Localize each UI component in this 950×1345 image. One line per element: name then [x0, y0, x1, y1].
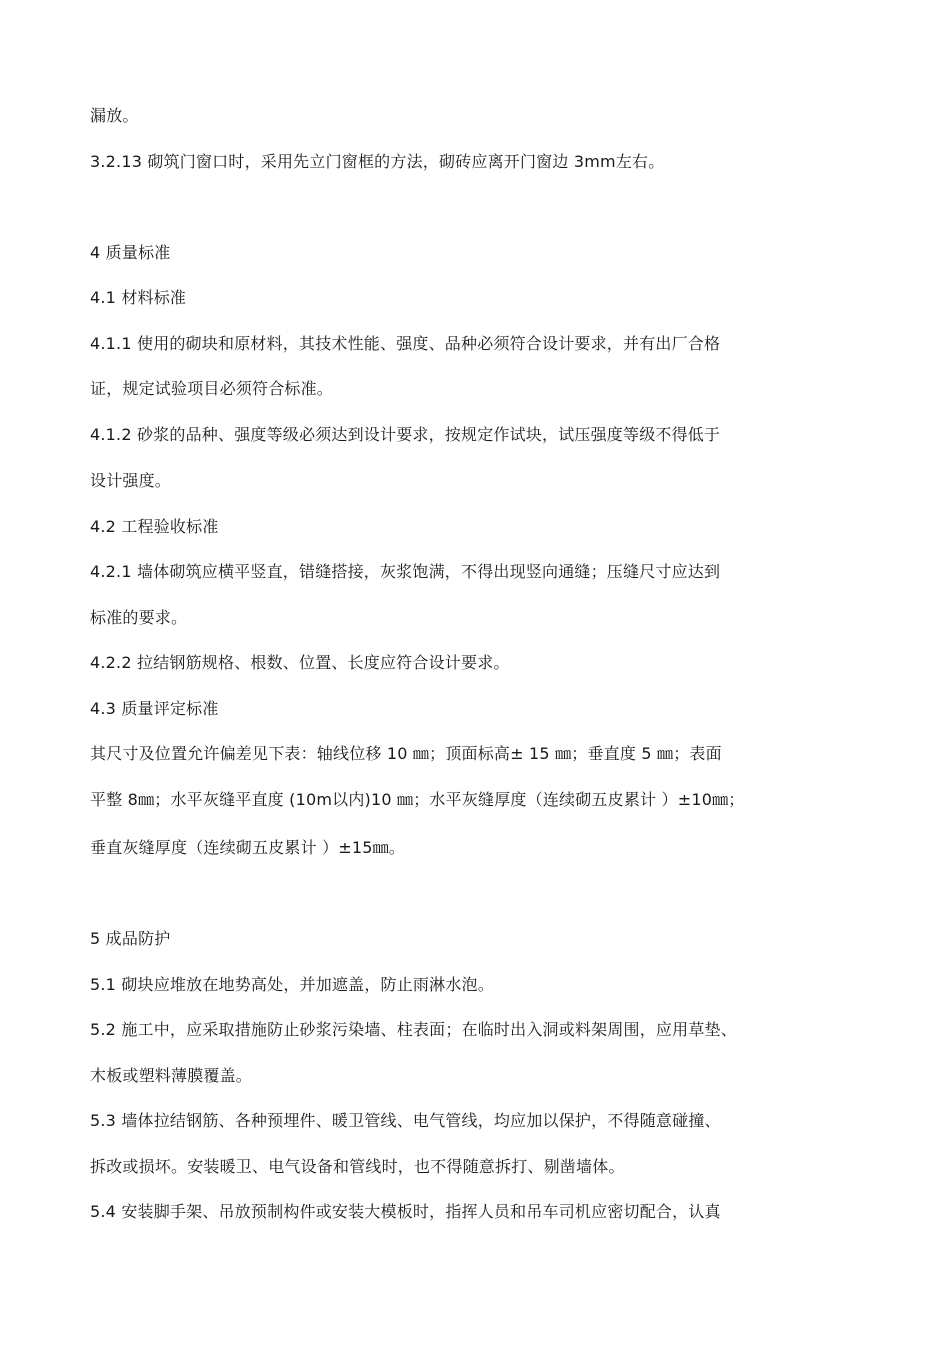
text-line-1: 漏放。	[90, 106, 139, 125]
subsection-heading-4-1: 4.1 材料标准	[90, 288, 187, 307]
subsection-heading-4-3: 4.3 质量评定标准	[90, 699, 219, 718]
text-line-4-1-2-cont: 设计强度。	[90, 471, 172, 490]
text-line-4-1-1-cont: 证，规定试验项目必须符合标准。	[90, 379, 334, 398]
text-line-5-2-cont: 木板或塑料薄膜覆盖。	[90, 1066, 253, 1085]
text-line-4-2-1: 4.2.1 墙体砌筑应横平竖直，错缝搭接，灰浆饱满，不得出现竖向通缝；压缝尺寸应达到	[90, 562, 721, 581]
text-line-4-3-a: 其尺寸及位置允许偏差见下表：轴线位移 10 ㎜；顶面标高± 15 ㎜；垂直度 5 ㎜；表面	[90, 744, 722, 763]
text-line-4-3-c: 垂直灰缝厚度（连续砌五皮累计 ）±15㎜。	[90, 838, 406, 857]
text-line-4-3-b: 平整 8㎜；水平灰缝平直度 (10m以内)10 ㎜；水平灰缝厚度（连续砌五皮累计 ）±10㎜；	[90, 790, 745, 809]
text-line-2: 3.2.13 砌筑门窗口时，采用先立门窗框的方法，砌砖应离开门窗边 3mm左右。	[90, 152, 665, 171]
text-line-5-2: 5.2 施工中，应采取措施防止砂浆污染墙、柱表面；在临时出入洞或料架周围，应用草垫、	[90, 1020, 737, 1039]
text-line-5-4: 5.4 安装脚手架、吊放预制构件或安装大模板时，指挥人员和吊车司机应密切配合，认真	[90, 1202, 721, 1221]
subsection-heading-4-2: 4.2 工程验收标准	[90, 517, 219, 536]
text-line-4-1-2: 4.1.2 砂浆的品种、强度等级必须达到设计要求，按规定作试块，试压强度等级不得低于	[90, 425, 721, 444]
section-heading-5: 5 成品防护	[90, 929, 171, 948]
text-line-5-3-cont: 拆改或损坏。安装暖卫、电气设备和管线时，也不得随意拆打、剔凿墙体。	[90, 1157, 625, 1176]
text-line-4-2-1-cont: 标准的要求。	[90, 608, 188, 627]
text-line-4-1-1: 4.1.1 使用的砌块和原材料，其技术性能、强度、品种必须符合设计要求，并有出厂合格	[90, 334, 721, 353]
text-line-4-2-2: 4.2.2 拉结钢筋规格、根数、位置、长度应符合设计要求。	[90, 653, 510, 672]
text-line-5-1: 5.1 砌块应堆放在地势高处，并加遮盖，防止雨淋水泡。	[90, 975, 494, 994]
text-line-5-3: 5.3 墙体拉结钢筋、各种预埋件、暖卫管线、电气管线，均应加以保护，不得随意碰撞、	[90, 1111, 721, 1130]
section-heading-4: 4 质量标准	[90, 243, 171, 262]
